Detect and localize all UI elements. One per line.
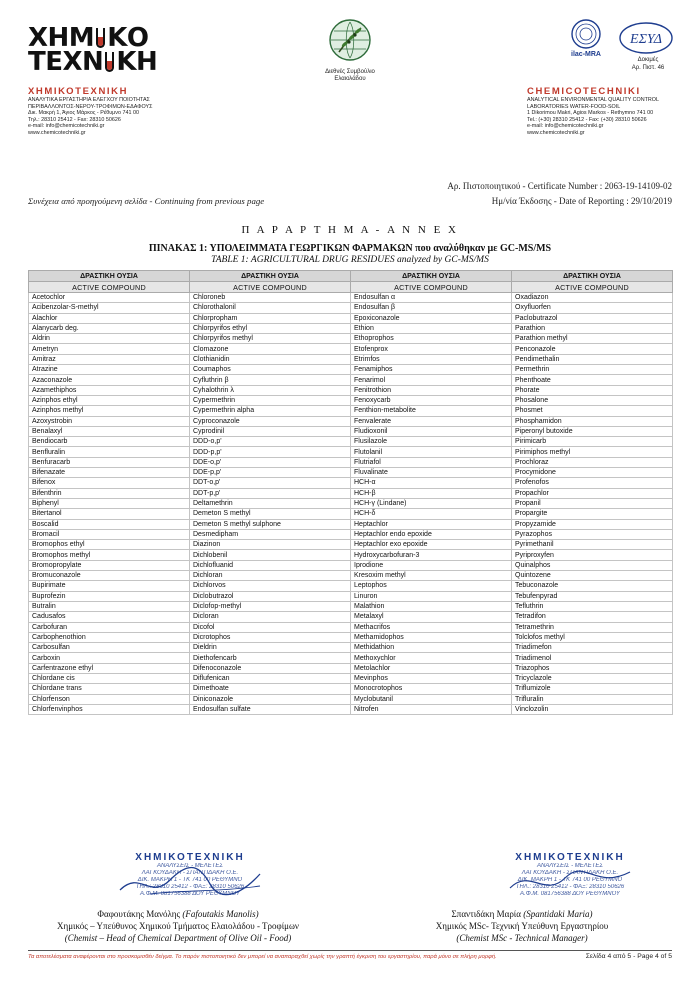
table-row (29, 509, 673, 519)
compound-cell: Bromopropylate (29, 560, 190, 570)
table-row (29, 468, 673, 478)
compound-cell: Phosphamidon (512, 416, 673, 426)
signatory-name: Σπαντιδάκη Μαρία (451, 909, 521, 919)
compound-cell: Azinphos ethyl (29, 395, 190, 405)
compound-cell: Pirimicarb (512, 437, 673, 447)
compound-cell: Triadimenol (512, 653, 673, 663)
compound-cell: Ametryn (29, 344, 190, 354)
compound-cell: Penconazole (512, 344, 673, 354)
compound-cell: Acetochlor (29, 293, 190, 303)
esyd-logo (620, 23, 672, 53)
compound-cell: Diniconazole (190, 694, 351, 704)
compound-cell: Bitertanol (29, 509, 190, 519)
compound-cell: Iprodione (351, 560, 512, 570)
compound-cell: Azinphos methyl (29, 406, 190, 416)
compound-cell: Oxyfluorfen (512, 303, 673, 313)
company-details-english: CHEMICOTECHNIKI ANALYTICAL ENVIRONMENTAL QUALITY CONTROL LABORATORIES WATER-FOOD-SOIL 1 Dikorimou Makri, Agios Markos - Rethymno 741 00 Tel.: (+30) 28310 25412 - Fax: (+30) 28310 50626 e-mail: info@chemicotechniki.gr www.chemicotechniki.gr (527, 86, 659, 136)
signatory-name-latin: (Spantidaki Maria) (523, 909, 593, 919)
footer-disclaimer: Τα αποτελέσματα αναφέρονται στο προσκομισθέν δείγμα. Το παρόν πιστοποιητικό δεν μπορεί να αναπαραχθεί χωρίς την γραπτή έγκριση του εργαστηρίου, παρά μόνο σε πλήρη μορφή. (28, 954, 497, 960)
compound-cell: Alachlor (29, 313, 190, 323)
svg-text:ilac-MRA: ilac-MRA (571, 51, 601, 58)
compound-cell: Chlorpyrifos methyl (190, 334, 351, 344)
compound-cell: Phenthoate (512, 375, 673, 385)
compound-cell: DDT-p,p' (190, 488, 351, 498)
column-subheader: ACTIVE COMPOUND (29, 282, 190, 293)
compound-cell: Methacrifos (351, 622, 512, 632)
table-row (29, 406, 673, 416)
compound-cell: Heptachlor exo epoxide (351, 540, 512, 550)
compound-cell: Phorate (512, 385, 673, 395)
compound-cell: Fludioxonil (351, 426, 512, 436)
compound-cell: HCH-δ (351, 509, 512, 519)
compound-cell: Chlorpropham (190, 313, 351, 323)
compound-cell: Vinclozolin (512, 704, 673, 714)
table-row (29, 581, 673, 591)
compound-cell: Mevinphos (351, 673, 512, 683)
compound-cell: Tebufenpyrad (512, 591, 673, 601)
company-stamp-right: ΧΗΜΙΚΟΤΕΧΝΙΚΗ ΑΝΑΛΥΣΕΙΣ - ΜΕΛΕΤΕΣ ΛΑΓΚΟΥΔΑΚΗ - ΣΠΑΝΤΙΔΑΚΗ Ο.Ε. ΔΙΚ. ΜΑΚΡΗ 1 - ΤΚ 741 00 ΡΕΘΥΜΝΟ ΤΗΛ.: 28310 25412 - ΦΑΞ: 28310 50626 Α.Φ.Μ. 081756388 ΔΟΥ ΡΕΘΥΜΝΟΥ (490, 852, 650, 898)
compound-cell: Carbofuran (29, 622, 190, 632)
certificate-number: Αρ. Πιστοποιητικού - Certificate Number : 2063-19-14109-02 (447, 181, 672, 191)
continuation-note: Συνέχεια από προηγούμενη σελίδα - Continuing from previous page (28, 196, 265, 206)
table-row (29, 643, 673, 653)
compound-cell: Chlorfenvinphos (29, 704, 190, 714)
compound-cell: Methidathion (351, 643, 512, 653)
compound-cell: Tolclofos methyl (512, 632, 673, 642)
compound-cell: Fluvalinate (351, 468, 512, 478)
signatory-name-latin: (Fafoutakis Manolis) (182, 909, 259, 919)
accreditation-caption: Δοκιμές Αρ. Πιστ. 46 (631, 57, 665, 71)
compound-cell: Carbosulfan (29, 643, 190, 653)
compound-cell: Dicofol (190, 622, 351, 632)
compound-cell: Triadimefon (512, 643, 673, 653)
compound-cell: Cyproconazole (190, 416, 351, 426)
annex-heading: Π Α Ρ Α Ρ Τ Η Μ Α - A N N E X (241, 224, 459, 236)
signatory-role-english: (Chemist MSc - Technical Manager) (456, 933, 588, 943)
column-header: ΔΡΑΣΤΙΚΗ ΟΥΣΙΑ (29, 271, 190, 282)
compound-cell: Buprofezin (29, 591, 190, 601)
table-row (29, 632, 673, 642)
compound-cell: Monocrotophos (351, 684, 512, 694)
compound-cell: Flutolanil (351, 447, 512, 457)
compound-cell: Propanil (512, 498, 673, 508)
table-row (29, 437, 673, 447)
compound-cell: Etofenprox (351, 344, 512, 354)
table-row (29, 313, 673, 323)
compound-cell: Bupirimate (29, 581, 190, 591)
compound-cell: Heptachlor (351, 519, 512, 529)
compound-cell: Tetramethrin (512, 622, 673, 632)
compound-cell: Tricyclazole (512, 673, 673, 683)
page-number: Σελίδα 4 από 5 - Page 4 of 5 (585, 953, 672, 960)
compound-cell: Dicloran (190, 612, 351, 622)
compound-cell: Diclofop-methyl (190, 601, 351, 611)
footer-divider (28, 950, 672, 951)
table-row (29, 375, 673, 385)
compound-cell: Benalaxyl (29, 426, 190, 436)
compound-cell: Flusilazole (351, 437, 512, 447)
compound-cell: Propachlor (512, 488, 673, 498)
compound-cell: Chlorpyrifos ethyl (190, 323, 351, 333)
table-row (29, 622, 673, 632)
compound-cell: Quintozene (512, 571, 673, 581)
handwritten-signature-left (110, 860, 270, 904)
handwritten-signature-right (490, 860, 650, 904)
table-row (29, 426, 673, 436)
compound-cell: Alanycarb deg. (29, 323, 190, 333)
column-subheader: ACTIVE COMPOUND (351, 282, 512, 293)
compound-cell: Dimethoate (190, 684, 351, 694)
compound-cell: Butralin (29, 601, 190, 611)
compound-cell: Deltamethrin (190, 498, 351, 508)
compound-cell: Pirimiphos methyl (512, 447, 673, 457)
table-row (29, 498, 673, 508)
table-row (29, 673, 673, 683)
table-row (29, 571, 673, 581)
table-row (29, 540, 673, 550)
compound-cell: Diflufenican (190, 673, 351, 683)
compound-cell: Diazinon (190, 540, 351, 550)
compound-cell: Metolachlor (351, 663, 512, 673)
compound-cell: Dichlorvos (190, 581, 351, 591)
compound-cell: DDT-o,p' (190, 478, 351, 488)
compound-cell: Dichlobenil (190, 550, 351, 560)
compound-cell: Fenthion-metabolite (351, 406, 512, 416)
compound-cell: Kresoxim methyl (351, 571, 512, 581)
column-header: ΔΡΑΣΤΙΚΗ ΟΥΣΙΑ (190, 271, 351, 282)
compound-cell: Clomazone (190, 344, 351, 354)
compound-cell: Fenarimol (351, 375, 512, 385)
compound-cell: Chlordane trans (29, 684, 190, 694)
table-row (29, 293, 673, 303)
compound-cell: Biphenyl (29, 498, 190, 508)
compound-cell: Dichlofluanid (190, 560, 351, 570)
compound-cell: Aldrin (29, 334, 190, 344)
table-row (29, 478, 673, 488)
compound-cell: Heptachlor endo epoxide (351, 529, 512, 539)
table-row (29, 694, 673, 704)
compound-cell: DDD-o,p' (190, 437, 351, 447)
compound-cell: HCH-γ (Lindane) (351, 498, 512, 508)
compound-cell: Epoxiconazole (351, 313, 512, 323)
compound-cell: Metalaxyl (351, 612, 512, 622)
table-row (29, 334, 673, 344)
compound-cell: DDE-o,p' (190, 457, 351, 467)
compound-cell: Dichloran (190, 571, 351, 581)
compound-cell: Bromophos methyl (29, 550, 190, 560)
compound-cell: Procymidone (512, 468, 673, 478)
table-row (29, 344, 673, 354)
compound-cell: Diethofencarb (190, 653, 351, 663)
compound-cell: HCH-α (351, 478, 512, 488)
compound-cell: Profenofos (512, 478, 673, 488)
compound-cell: Benfluralin (29, 447, 190, 457)
compound-cell: Chlorothalonil (190, 303, 351, 313)
compound-cell: Prochloraz (512, 457, 673, 467)
residues-table (28, 270, 673, 715)
compound-cell: Dieldrin (190, 643, 351, 653)
compound-cell: Pyriproxyfen (512, 550, 673, 560)
table-row (29, 365, 673, 375)
svg-text:ΕΣΥΔ: ΕΣΥΔ (630, 32, 662, 47)
compound-cell: Bifenox (29, 478, 190, 488)
compound-cell: Bromacil (29, 529, 190, 539)
table-row (29, 704, 673, 714)
table-row (29, 684, 673, 694)
compound-cell: Amitraz (29, 354, 190, 364)
table-row (29, 385, 673, 395)
column-header: ΔΡΑΣΤΙΚΗ ΟΥΣΙΑ (512, 271, 673, 282)
compound-cell: Hydroxycarbofuran-3 (351, 550, 512, 560)
compound-cell: Cyhalothrin λ (190, 385, 351, 395)
compound-cell: Cadusafos (29, 612, 190, 622)
table-row (29, 457, 673, 467)
olive-branch-globe-icon (325, 16, 375, 64)
compound-cell: Bifenazate (29, 468, 190, 478)
signatory-name: Φαφουτάκης Μανόλης (97, 909, 181, 919)
compound-cell: Triazophos (512, 663, 673, 673)
compound-cell: Quinalphos (512, 560, 673, 570)
compound-cell: Fenamiphos (351, 365, 512, 375)
compound-cell: Parathion methyl (512, 334, 673, 344)
compound-cell: Azaconazole (29, 375, 190, 385)
compound-cell: Piperonyl butoxide (512, 426, 673, 436)
compound-cell: Etrimfos (351, 354, 512, 364)
compound-cell: Benfuracarb (29, 457, 190, 467)
compound-cell: Azoxystrobin (29, 416, 190, 426)
signatory-role: Χημικός MSc- Τεχνική Υπεύθυνη Εργαστηρίου (435, 921, 609, 931)
compound-cell: Trifluralin (512, 694, 673, 704)
company-details-greek: ΧΗΜΙΚΟΤΕΧΝΙΚΗ ΑΝΑΛΥΤΙΚΑ ΕΡΓΑΣΤΗΡΙΑ ΕΛΕΓΧΟΥ ΠΟΙΟΤΗΤΑΣ ΠΕΡΙΒΑΛΛΟΝΤΟΣ-ΝΕΡΟΥ-ΤΡΟΦΙΜΩΝ-ΕΔΑΦΟΥΣ Δικ. Μακρή 1, Άγιος Μάρκος - Ρέθυμνο 741 00 Τηλ.: 28310 25412 - Fax: 28310 50626 e-mail: info@chemicotechniki.gr www.chemicotechniki.gr (28, 86, 153, 136)
column-subheader: ACTIVE COMPOUND (512, 282, 673, 293)
compound-cell: Leptophos (351, 581, 512, 591)
table-row (29, 529, 673, 539)
company-logo: ΧΗΜ ΚΟ ΤΕΧΝ ΚΗ (28, 23, 158, 77)
compound-cell: Bifenthrin (29, 488, 190, 498)
compound-cell: Endosulfan β (351, 303, 512, 313)
table-row (29, 612, 673, 622)
ilac-mra-logo (571, 20, 601, 58)
compound-cell: Ethoprophos (351, 334, 512, 344)
table-title: ΠΙΝΑΚΑΣ 1: ΥΠΟΛΕΙΜΜΑΤΑ ΓΕΩΡΓΙΚΩΝ ΦΑΡΜΑΚΩΝ που αναλύθηκαν με GC-MS/MS (148, 243, 552, 254)
compound-cell: Pyrazophos (512, 529, 673, 539)
column-header: ΔΡΑΣΤΙΚΗ ΟΥΣΙΑ (351, 271, 512, 282)
compound-cell: Carbophenothion (29, 632, 190, 642)
signatory-left (28, 908, 328, 944)
column-subheader: ACTIVE COMPOUND (190, 282, 351, 293)
compound-cell: Phosmet (512, 406, 673, 416)
compound-cell: Demeton S methyl sulphone (190, 519, 351, 529)
table-row (29, 416, 673, 426)
company-stamp-left: ΧΗΜΙΚΟΤΕΧΝΙΚΗ ΑΝΑΛΥΣΕΙΣ - ΜΕΛΕΤΕΣ ΛΑΓΚΟΥΔΑΚΗ - ΣΠΑΝΤΙΔΑΚΗ Ο.Ε. ΔΙΚ. ΜΑΚΡΗ 1 - ΤΚ 741 00 ΡΕΘΥΜΝΟ ΤΗΛ.: 28310 25412 - ΦΑΞ: 28310 50626 Α.Φ.Μ. 081756388 ΔΟΥ ΡΕΘΥΜΝΟΥ (110, 852, 270, 898)
compound-cell: Dicrotophos (190, 632, 351, 642)
test-tube-icon (105, 52, 114, 72)
compound-cell: Phosalone (512, 395, 673, 405)
compound-cell: Bromophos ethyl (29, 540, 190, 550)
compound-cell: Boscalid (29, 519, 190, 529)
compound-cell: Methamidophos (351, 632, 512, 642)
compound-cell: Pendimethalin (512, 354, 673, 364)
compound-cell: Propyzamide (512, 519, 673, 529)
compound-cell: Cyfluthrin β (190, 375, 351, 385)
compound-cell: Desmedipham (190, 529, 351, 539)
table-row (29, 488, 673, 498)
compound-cell: Carboxin (29, 653, 190, 663)
compound-cell: Tefluthrin (512, 601, 673, 611)
compound-cell: Paclobutrazol (512, 313, 673, 323)
compound-cell: Linuron (351, 591, 512, 601)
table-row (29, 591, 673, 601)
compound-cell: Malathion (351, 601, 512, 611)
compound-cell: Clothianidin (190, 354, 351, 364)
compound-cell: Permethrin (512, 365, 673, 375)
compound-cell: Oxadiazon (512, 293, 673, 303)
compound-cell: Nitrofen (351, 704, 512, 714)
compound-cell: Triflumizole (512, 684, 673, 694)
table-row (29, 560, 673, 570)
compound-cell: Endosulfan α (351, 293, 512, 303)
table-row (29, 395, 673, 405)
compound-cell: Carfentrazone ethyl (29, 663, 190, 673)
table-header-row (29, 271, 673, 282)
compound-cell: Azamethiphos (29, 385, 190, 395)
table-row (29, 550, 673, 560)
compound-cell: Flutriafol (351, 457, 512, 467)
compound-cell: Chlordane cis (29, 673, 190, 683)
table-row (29, 354, 673, 364)
compound-cell: Chloroneb (190, 293, 351, 303)
signatory-role-english: (Chemist – Head of Chemical Department of Olive Oil - Food) (64, 933, 292, 943)
test-tube-icon (96, 28, 105, 48)
compound-cell: Ethion (351, 323, 512, 333)
compound-cell: Atrazine (29, 365, 190, 375)
compound-cell: Tetradifon (512, 612, 673, 622)
compound-cell: Fenoxycarb (351, 395, 512, 405)
compound-cell: Chlorfenson (29, 694, 190, 704)
compound-cell: Coumaphos (190, 365, 351, 375)
table-row (29, 653, 673, 663)
compound-cell: Tebuconazole (512, 581, 673, 591)
compound-cell: Myclobutanil (351, 694, 512, 704)
signatory-role: Χημικός – Υπεύθυνος Χημικού Τμήματος Ελαιολάδου - Τροφίμων (57, 921, 299, 931)
compound-cell: Acibenzolar-S-methyl (29, 303, 190, 313)
signatory-right (372, 908, 672, 944)
compound-cell: Cypermethrin alpha (190, 406, 351, 416)
compound-cell: DDD-p,p' (190, 447, 351, 457)
compound-cell: Bendiocarb (29, 437, 190, 447)
reporting-date: Ημ/νία Έκδοσης - Date of Reporting : 29/10/2019 (491, 196, 672, 206)
compound-cell: Methoxychlor (351, 653, 512, 663)
compound-cell: DDE-p,p' (190, 468, 351, 478)
compound-cell: Difenoconazole (190, 663, 351, 673)
compound-cell: Parathion (512, 323, 673, 333)
table-subheader-row (29, 282, 673, 293)
table-row (29, 601, 673, 611)
compound-cell: Cypermethrin (190, 395, 351, 405)
compound-cell: Bromuconazole (29, 571, 190, 581)
table-row (29, 519, 673, 529)
table-row (29, 447, 673, 457)
compound-cell: Demeton S methyl (190, 509, 351, 519)
compound-cell: Endosulfan sulfate (190, 704, 351, 714)
table-row (29, 303, 673, 313)
compound-cell: HCH-β (351, 488, 512, 498)
table-row (29, 323, 673, 333)
compound-cell: Diclobutrazol (190, 591, 351, 601)
compound-cell: Fenvalerate (351, 416, 512, 426)
compound-cell: Cyprodinil (190, 426, 351, 436)
table-row (29, 663, 673, 673)
compound-cell: Pyrimethanil (512, 540, 673, 550)
ioc-logo: Διεθνές Συμβούλιο Ελαιολάδου (300, 16, 400, 83)
table-body (29, 293, 673, 715)
compound-cell: Propargite (512, 509, 673, 519)
compound-cell: Fenitrothion (351, 385, 512, 395)
table-subtitle: TABLE 1: AGRICULTURAL DRUG RESIDUES analyzed by GC-MS/MS (211, 255, 489, 265)
